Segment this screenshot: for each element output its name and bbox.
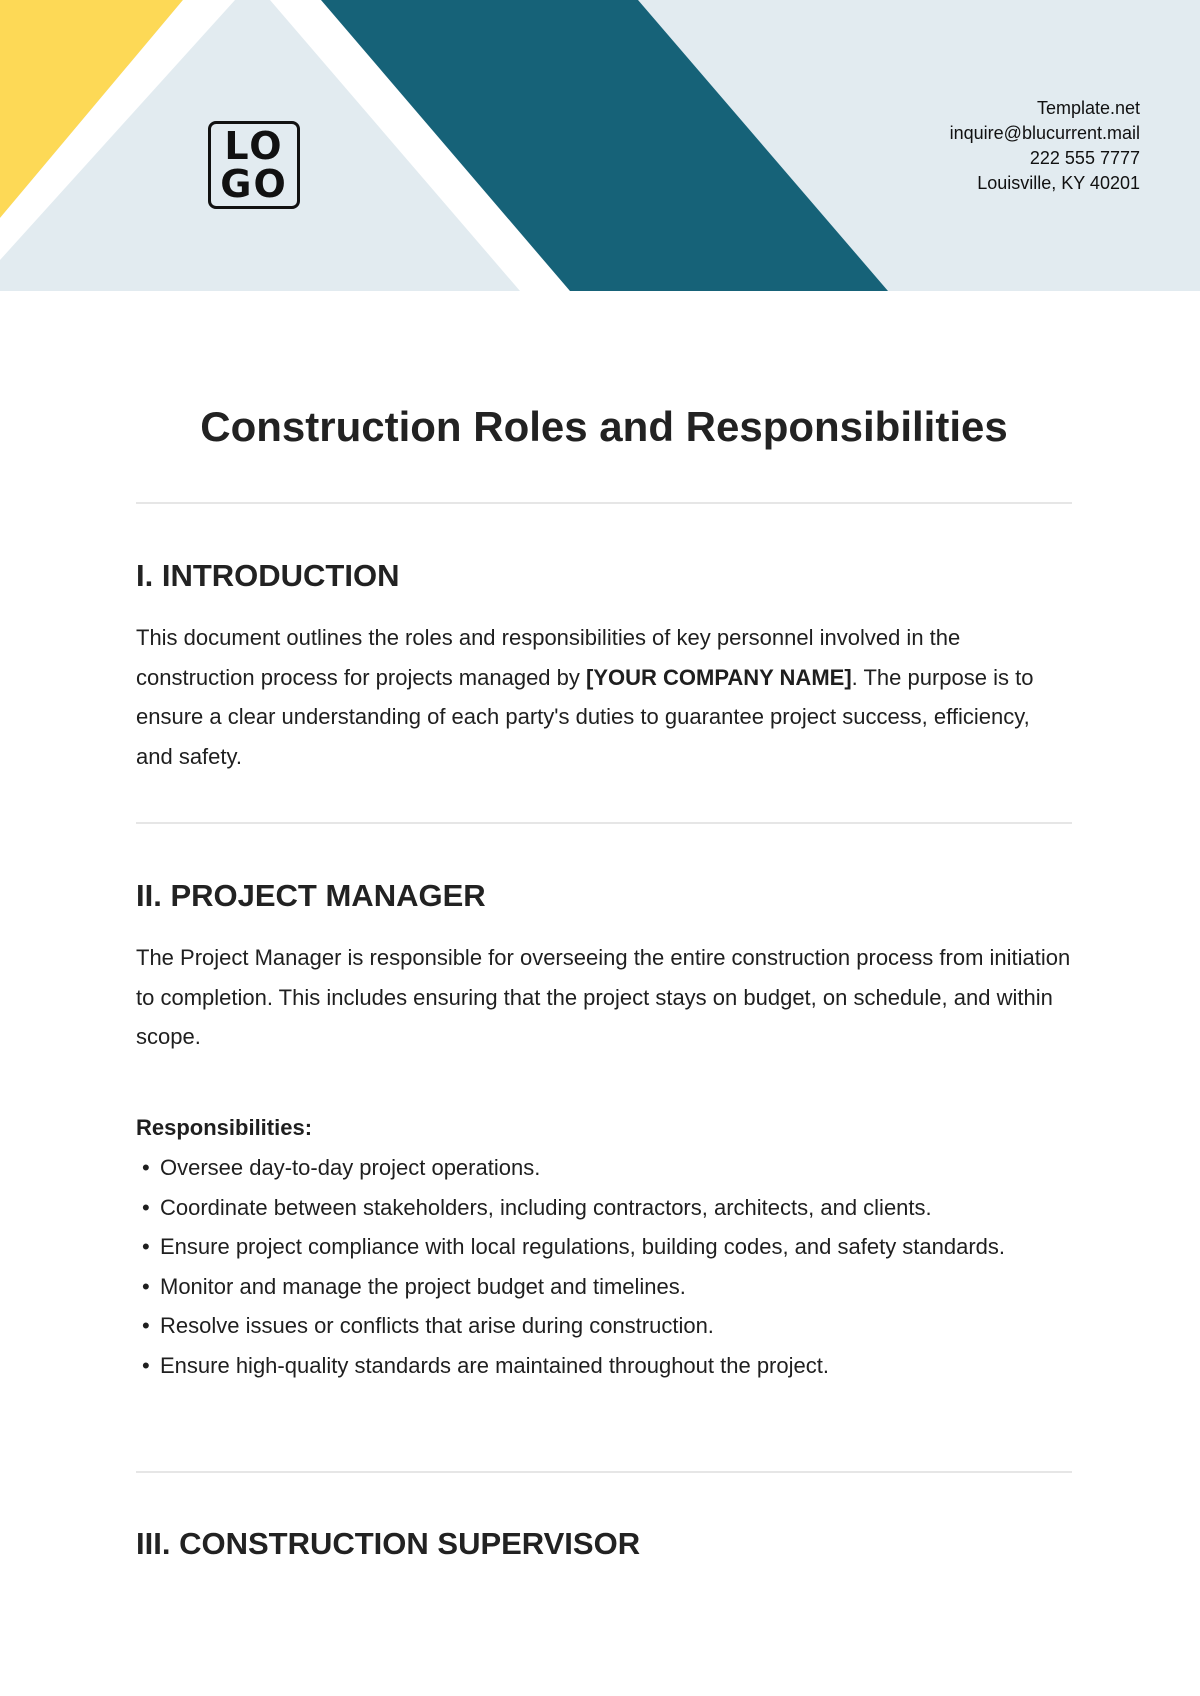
list-item bbox=[136, 1148, 1072, 1188]
section-divider bbox=[136, 502, 1072, 504]
project-manager-paragraph: The Project Manager is responsible for overseeing the entire construction process from initiation to completion. This includes ensuring that the project stays on budget, on schedule, and within scope. bbox=[136, 945, 1071, 1049]
section-heading-introduction: I. INTRODUCTION bbox=[136, 558, 400, 593]
list-item-text: Resolve issues or conflicts that arise during construction. bbox=[160, 1313, 714, 1338]
list-item-text: Monitor and manage the project budget and timelines. bbox=[160, 1273, 686, 1299]
logo-text-top: LO bbox=[224, 124, 284, 168]
list-item bbox=[136, 1346, 1072, 1386]
bullet-icon: • bbox=[142, 1352, 150, 1378]
list-item-text: Ensure high-quality standards are maintained throughout the project. bbox=[160, 1352, 829, 1378]
list-item-text: Oversee day-to-day project operations. bbox=[160, 1155, 541, 1180]
logo-text-bottom: GO bbox=[220, 162, 288, 206]
contact-block bbox=[950, 96, 1140, 196]
list-item-text: Coordinate between stakeholders, including contractors, architects, and clients. bbox=[160, 1194, 932, 1220]
list-item bbox=[136, 1267, 1072, 1307]
page-header bbox=[0, 0, 1200, 291]
bullet-icon: • bbox=[142, 1273, 150, 1299]
bullet-icon: • bbox=[142, 1194, 150, 1220]
contact-email: inquire@blucurrent.mail bbox=[949, 123, 1140, 143]
bullet-icon: • bbox=[142, 1234, 150, 1259]
company-name-placeholder: [YOUR COMPANY NAME] bbox=[586, 664, 852, 690]
logo bbox=[208, 121, 300, 209]
contact-address: Louisville, KY 40201 bbox=[977, 173, 1140, 193]
introduction-paragraph bbox=[136, 618, 1072, 776]
intro-text-before: This document outlines the roles and responsibilities of key personnel involved in the construction process for projects managed by bbox=[136, 625, 961, 690]
list-item bbox=[136, 1227, 1072, 1267]
list-item bbox=[136, 1188, 1072, 1228]
bullet-icon: • bbox=[142, 1313, 150, 1338]
list-item bbox=[136, 1306, 1072, 1346]
section-heading-project-manager: II. PROJECT MANAGER bbox=[136, 878, 486, 913]
section-divider bbox=[136, 822, 1072, 824]
list-item-text: Ensure project compliance with local regulations, building codes, and safety standards. bbox=[160, 1234, 1006, 1259]
document-title: Construction Roles and Responsibilities bbox=[200, 403, 1008, 450]
contact-website: Template.net bbox=[1036, 98, 1140, 118]
section-heading-construction-supervisor: III. CONSTRUCTION SUPERVISOR bbox=[136, 1526, 641, 1561]
responsibilities-label: Responsibilities: bbox=[136, 1115, 313, 1140]
responsibilities-list bbox=[136, 1148, 1072, 1385]
bullet-icon: • bbox=[142, 1155, 150, 1180]
intro-text-after: . The purpose is to ensure a clear understanding of each party's duties to guarantee project success, efficiency, and safety. bbox=[136, 664, 1034, 769]
section-divider bbox=[136, 1471, 1072, 1473]
contact-phone: 222 555 7777 bbox=[1029, 148, 1140, 168]
